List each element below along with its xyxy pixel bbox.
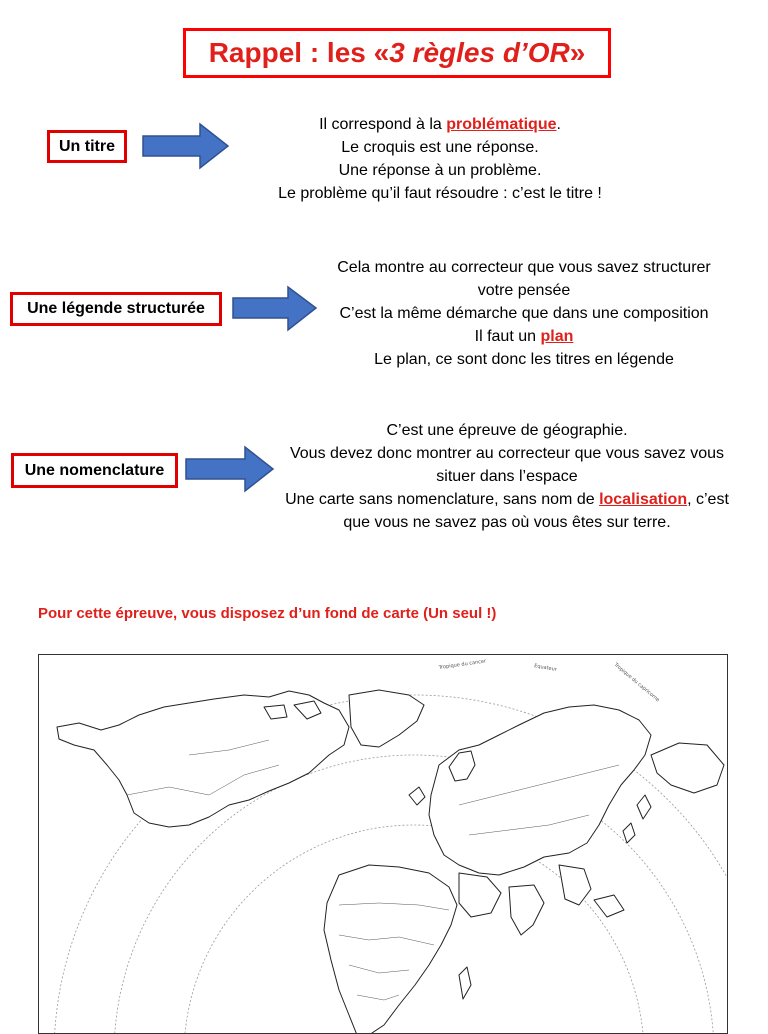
world-map bbox=[38, 654, 728, 1034]
rule-text-titre bbox=[240, 113, 640, 205]
label-capricorn: Tropique du capricorne bbox=[612, 661, 661, 704]
title-suffix: » bbox=[569, 37, 586, 68]
rule-label-nomenclature: Une nomenclature bbox=[11, 453, 178, 488]
world-map-drawing bbox=[39, 655, 728, 1034]
highlight-localisation: localisation bbox=[599, 491, 688, 508]
label-cancer: Tropique du cancer bbox=[438, 658, 487, 671]
label-equator: Equateur bbox=[533, 663, 558, 673]
text-line: Cela montre au correcteur que vous savez structurer bbox=[337, 259, 711, 276]
text-line: Il faut un plan bbox=[474, 328, 574, 345]
title-prefix: Rappel : les « bbox=[208, 37, 390, 68]
text-line: Le croquis est une réponse. bbox=[341, 139, 539, 156]
text-line: C’est une épreuve de géographie. bbox=[386, 422, 628, 439]
text-line: Une réponse à un problème. bbox=[338, 162, 542, 179]
text-line: Le problème qu’il faut résoudre : c’est le titre ! bbox=[278, 185, 602, 202]
rule-text-nomenclature bbox=[262, 419, 752, 534]
text-line: Une carte sans nomenclature, sans nom de localisation, c’est bbox=[285, 491, 729, 508]
highlight-problematique: problématique bbox=[446, 116, 557, 133]
text-line: Le plan, ce sont donc les titres en légende bbox=[374, 351, 674, 368]
text-line: que vous ne savez pas où vous êtes sur terre. bbox=[343, 514, 671, 531]
text-line: Il correspond à la problématique. bbox=[319, 116, 561, 133]
text-line: Vous devez donc montrer au correcteur que vous savez vous bbox=[289, 445, 724, 462]
highlight-plan: plan bbox=[540, 328, 574, 345]
rule-label-legende: Une légende structurée bbox=[10, 292, 222, 326]
epreuve-note: Pour cette épreuve, vous disposez d’un fond de carte (Un seul !) bbox=[38, 605, 497, 622]
right-arrow-icon bbox=[232, 285, 318, 333]
right-arrow-icon bbox=[142, 122, 230, 172]
title-emph: 3 règles d’OR bbox=[389, 37, 570, 68]
text-line: C’est la même démarche que dans une composition bbox=[339, 305, 709, 322]
text-line: votre pensée bbox=[477, 282, 571, 299]
text-line: situer dans l’espace bbox=[436, 468, 578, 485]
rule-text-legende bbox=[314, 256, 734, 371]
page-title bbox=[183, 28, 611, 78]
rule-label-titre: Un titre bbox=[47, 130, 127, 163]
